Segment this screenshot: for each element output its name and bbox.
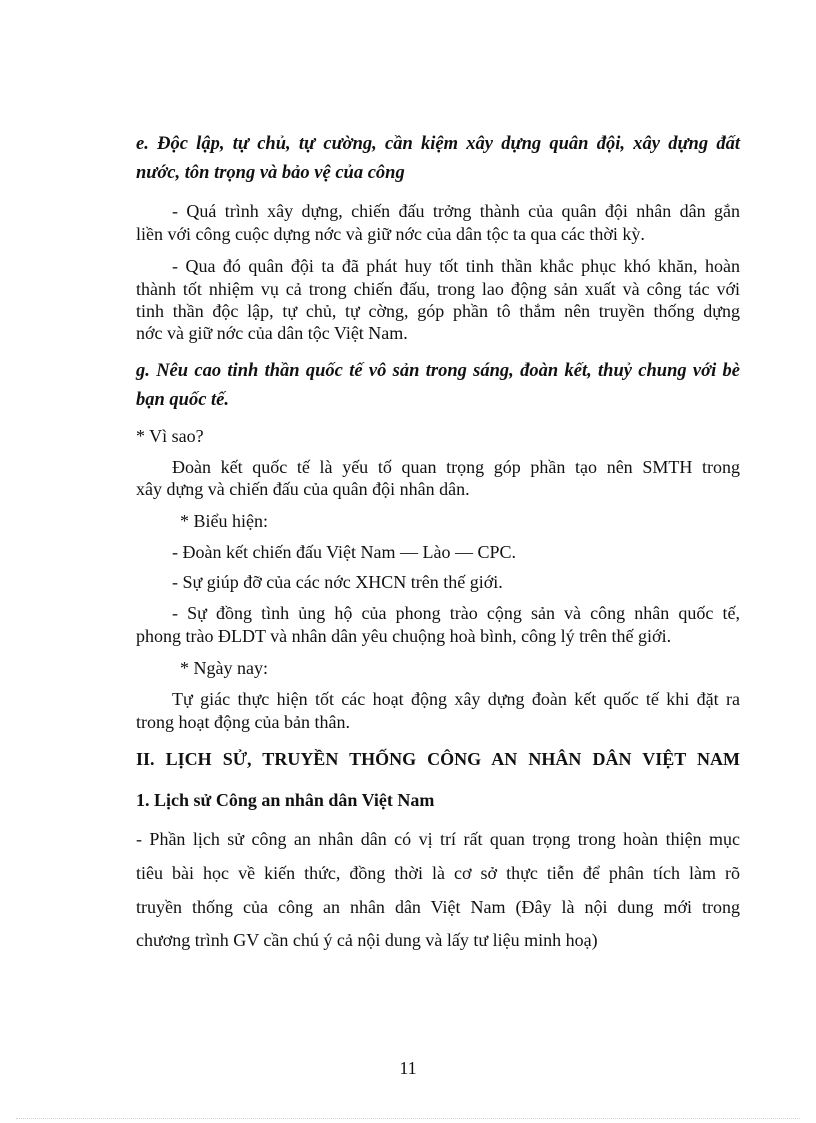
section-e-heading-line2: nước, tôn trọng và bảo vệ của công (136, 163, 405, 183)
expression-item3-line2: phong trào ĐLDT và nhân dân yêu chuộng hoà bình, công lý trên thế giới. (136, 626, 672, 646)
section-e-para2-line2: thành tốt nhiệm vụ cả trong chiến đấu, trong lao động sản xuất và công tác với (136, 279, 740, 299)
expression-item2: - Sự giúp đỡ của các nớc XHCN trên thế giới. (172, 572, 503, 592)
why-text-line1: Đoàn kết quốc tế là yếu tố quan trọng góp phần tạo nên SMTH trong (172, 457, 740, 477)
section-e-para2-line1: - Qua đó quân đội ta đã phát huy tốt tinh thần khắc phục khó khăn, hoàn (172, 256, 740, 276)
section-ii-para-line1: - Phần lịch sử công an nhân dân có vị trí rất quan trọng trong hoàn thiện mục (136, 829, 740, 849)
expression-label: * Biểu hiện: (180, 511, 268, 531)
section-ii-para-line2: tiêu bài học về kiến thức, đồng thời là cơ sở thực tiễn để phân tích làm rõ (136, 863, 740, 883)
expression-item3-line1: - Sự đồng tình ủng hộ của phong trào cộng sản và công nhân quốc tế, (172, 603, 740, 623)
section-e-heading-line1: e. Độc lập, tự chủ, tự cường, cần kiệm xây dựng quân đội, xây dựng đất (136, 134, 740, 154)
section-e-para1-line1: - Quá trình xây dựng, chiến đấu trởng thành của quân đội nhân dân gắn (172, 201, 740, 221)
section-ii-para-line4: chương trình GV cần chú ý cả nội dung và lấy tư liệu minh hoạ) (136, 930, 598, 950)
section-ii-heading: II. LỊCH SỬ, TRUYỀN THỐNG CÔNG AN NHÂN DÂN VIỆT NAM (136, 749, 740, 769)
section-e-para2-line4: nớc và giữ nớc của dân tộc Việt Nam. (136, 323, 408, 343)
section-g-heading-line2: bạn quốc tế. (136, 390, 230, 410)
section-e-para2-line3: tinh thần độc lập, tự chủ, tự cờng, góp phần tô thắm nên truyền thống dựng (136, 301, 740, 321)
today-text-line1: Tự giác thực hiện tốt các hoạt động xây dựng đoàn kết quốc tế khi đặt ra (172, 689, 740, 709)
page-number: 11 (399, 1058, 417, 1078)
why-text-line2: xây dựng và chiến đấu của quân đội nhân dân. (136, 479, 470, 499)
section-e-para1-line2: liền với công cuộc dựng nớc và giữ nớc của dân tộc ta qua các thời kỳ. (136, 224, 645, 244)
section-g-heading-line1: g. Nêu cao tinh thần quốc tế vô sản trong sáng, đoàn kết, thuỷ chung với bè (136, 361, 740, 381)
today-label: * Ngày nay: (180, 658, 268, 678)
page-bottom-divider (16, 1118, 800, 1119)
why-label: * Vì sao? (136, 426, 204, 446)
expression-item1: - Đoàn kết chiến đấu Việt Nam — Lào — CPC. (172, 542, 517, 562)
section-ii-para-line3: truyền thống của công an nhân dân Việt Nam (Đây là nội dung mới trong (136, 897, 740, 917)
today-text-line2: trong hoạt động của bản thân. (136, 712, 350, 732)
section-ii-subheading-1: 1. Lịch sử Công an nhân dân Việt Nam (136, 790, 435, 810)
